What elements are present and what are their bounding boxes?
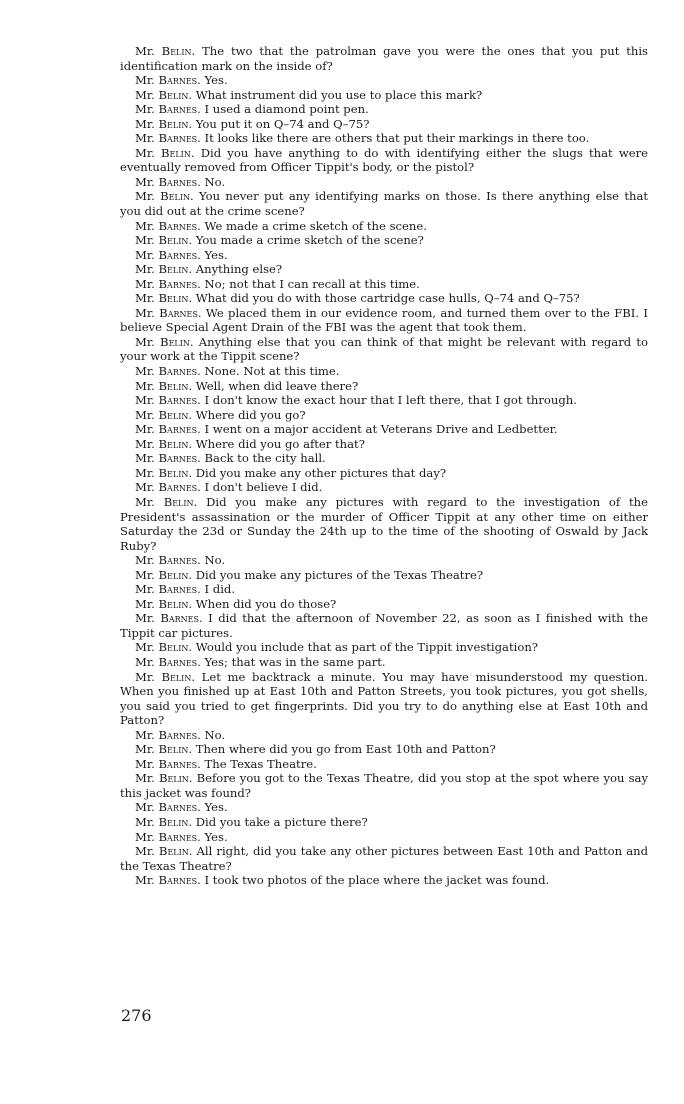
testimony-paragraph bbox=[120, 437, 648, 452]
testimony-text: Anything else? bbox=[195, 262, 283, 277]
speaker-name: Barnes. bbox=[158, 174, 201, 189]
speaker-name: Belin. bbox=[158, 567, 193, 582]
speaker-title: Mr. bbox=[135, 873, 155, 888]
speaker-title: Mr. bbox=[135, 73, 155, 88]
speaker-name: Barnes. bbox=[160, 611, 203, 626]
speaker-title: Mr. bbox=[135, 669, 155, 684]
testimony-paragraph bbox=[120, 306, 648, 335]
speaker-title: Mr. bbox=[135, 44, 155, 58]
testimony-paragraph bbox=[120, 640, 648, 655]
speaker-name: Barnes. bbox=[158, 276, 201, 291]
speaker-title: Mr. bbox=[135, 364, 155, 379]
speaker-name: Belin. bbox=[158, 262, 193, 277]
testimony-paragraph bbox=[120, 277, 648, 292]
testimony-text: Did you have anything to do with identifying either the slugs that were eventually removed from Officer Tippit's body, or the pistol? bbox=[120, 145, 649, 175]
testimony-paragraph bbox=[120, 335, 648, 364]
testimony-text: Yes; that was in the same part. bbox=[204, 654, 386, 669]
speaker-title: Mr. bbox=[135, 829, 155, 844]
speaker-name: Barnes. bbox=[158, 73, 201, 88]
testimony-text: Did you make any pictures of the Texas Theatre? bbox=[195, 567, 484, 582]
testimony-text: I did that the afternoon of November 22, as soon as I finished with the Tippit car pictures. bbox=[120, 611, 649, 640]
speaker-name: Barnes. bbox=[158, 553, 201, 568]
testimony-paragraph bbox=[120, 597, 648, 612]
testimony-text: Yes. bbox=[204, 247, 228, 262]
speaker-name: Barnes. bbox=[158, 102, 201, 117]
speaker-title: Mr. bbox=[135, 262, 155, 277]
testimony-paragraph bbox=[120, 175, 648, 190]
speaker-name: Barnes. bbox=[158, 654, 201, 669]
speaker-name: Barnes. bbox=[158, 364, 201, 379]
testimony-text: The two that the patrolman gave you were the ones that you put this identification mark on the inside of? bbox=[120, 44, 649, 73]
speaker-title: Mr. bbox=[135, 582, 155, 597]
testimony-text: When did you do those? bbox=[195, 596, 337, 611]
testimony-text: I went on a major accident at Veterans Drive and Ledbetter. bbox=[204, 422, 558, 437]
testimony-paragraph bbox=[120, 262, 648, 277]
transcript-body bbox=[120, 44, 648, 888]
testimony-paragraph bbox=[120, 88, 648, 103]
testimony-text: Yes. bbox=[204, 829, 228, 844]
testimony-paragraph bbox=[120, 466, 648, 481]
testimony-text: Yes. bbox=[204, 800, 228, 815]
speaker-name: Barnes. bbox=[158, 131, 201, 146]
speaker-name: Barnes. bbox=[158, 829, 201, 844]
speaker-name: Barnes. bbox=[158, 451, 201, 466]
testimony-paragraph bbox=[120, 670, 648, 728]
speaker-title: Mr. bbox=[135, 334, 155, 349]
testimony-paragraph bbox=[120, 131, 648, 146]
testimony-text: Back to the city hall. bbox=[204, 451, 326, 466]
testimony-text: None. Not at this time. bbox=[204, 364, 340, 379]
speaker-title: Mr. bbox=[135, 567, 155, 582]
speaker-name: Belin. bbox=[158, 465, 193, 480]
speaker-name: Belin. bbox=[158, 742, 193, 757]
testimony-paragraph bbox=[120, 742, 648, 757]
speaker-name: Belin. bbox=[160, 334, 194, 349]
speaker-title: Mr. bbox=[135, 189, 155, 204]
speaker-name: Belin. bbox=[158, 87, 193, 102]
testimony-text: Let me backtrack a minute. You may have misunderstood my question. When you finished up at East 10th and Patton Streets, you took pictures, you got shells, you said you tried to get fingerprints. Did you try to do anything else at East 10th and Patton? bbox=[120, 669, 648, 728]
testimony-text: What did you do with those cartridge case hulls, Q–74 and Q–75? bbox=[195, 291, 580, 306]
speaker-title: Mr. bbox=[135, 393, 155, 408]
testimony-text: Anything else that you can think of that might be relevant with regard to your work at the Tippit scene? bbox=[120, 334, 649, 364]
speaker-title: Mr. bbox=[135, 640, 155, 655]
testimony-paragraph bbox=[120, 364, 648, 379]
speaker-name: Barnes. bbox=[158, 247, 201, 262]
speaker-name: Barnes. bbox=[158, 727, 201, 742]
testimony-text: We placed them in our evidence room, and turned them over to the FBI. I believe Special Agent Drain of the FBI was the agent that took them. bbox=[120, 305, 648, 335]
speaker-title: Mr. bbox=[135, 654, 155, 669]
testimony-paragraph bbox=[120, 422, 648, 437]
speaker-title: Mr. bbox=[135, 174, 155, 189]
testimony-paragraph bbox=[120, 611, 648, 640]
speaker-name: Belin. bbox=[158, 116, 193, 131]
speaker-name: Barnes. bbox=[159, 305, 202, 320]
speaker-title: Mr. bbox=[135, 756, 155, 771]
testimony-text: It looks like there are others that put their markings in there too. bbox=[204, 131, 590, 146]
testimony-text: I don't know the exact hour that I left there, that I got through. bbox=[204, 393, 577, 408]
speaker-title: Mr. bbox=[135, 407, 155, 422]
testimony-paragraph bbox=[120, 248, 648, 263]
testimony-text: You put it on Q–74 and Q–75? bbox=[195, 116, 370, 131]
speaker-title: Mr. bbox=[135, 422, 155, 437]
speaker-name: Belin. bbox=[158, 436, 193, 451]
testimony-paragraph bbox=[120, 800, 648, 815]
speaker-name: Barnes. bbox=[158, 422, 201, 437]
speaker-title: Mr. bbox=[135, 233, 155, 248]
testimony-paragraph bbox=[120, 568, 648, 583]
speaker-title: Mr. bbox=[135, 596, 155, 611]
testimony-text: What instrument did you use to place this mark? bbox=[195, 87, 483, 102]
testimony-text: No. bbox=[204, 727, 226, 742]
speaker-name: Barnes. bbox=[158, 800, 201, 815]
testimony-text: Did you take a picture there? bbox=[195, 814, 368, 829]
speaker-title: Mr. bbox=[135, 218, 155, 233]
speaker-name: Belin. bbox=[158, 596, 193, 611]
testimony-paragraph bbox=[120, 189, 648, 218]
testimony-text: No. bbox=[204, 174, 226, 189]
speaker-name: Belin. bbox=[160, 189, 194, 204]
testimony-text: Before you got to the Texas Theatre, did you stop at the spot where you say this jacket was found? bbox=[120, 771, 649, 800]
testimony-text: You never put any identifying marks on those. Is there anything else that you did out at the crime scene? bbox=[120, 189, 649, 219]
testimony-paragraph bbox=[120, 117, 648, 132]
testimony-paragraph bbox=[120, 815, 648, 830]
speaker-title: Mr. bbox=[135, 844, 155, 859]
testimony-paragraph bbox=[120, 102, 648, 117]
testimony-text: I used a diamond point pen. bbox=[204, 102, 369, 117]
speaker-title: Mr. bbox=[135, 465, 155, 480]
testimony-paragraph bbox=[120, 44, 648, 73]
speaker-title: Mr. bbox=[135, 305, 155, 320]
testimony-paragraph bbox=[120, 291, 648, 306]
speaker-name: Barnes. bbox=[158, 393, 201, 408]
speaker-title: Mr. bbox=[135, 553, 155, 568]
speaker-name: Belin. bbox=[161, 669, 196, 684]
testimony-text: We made a crime sketch of the scene. bbox=[204, 218, 427, 233]
testimony-text: Well, when did leave there? bbox=[195, 378, 359, 393]
speaker-title: Mr. bbox=[135, 742, 155, 757]
testimony-paragraph bbox=[120, 379, 648, 394]
testimony-paragraph bbox=[120, 582, 648, 597]
testimony-text: Yes. bbox=[204, 73, 228, 88]
testimony-paragraph bbox=[120, 728, 648, 743]
testimony-paragraph bbox=[120, 393, 648, 408]
speaker-title: Mr. bbox=[135, 247, 155, 262]
speaker-title: Mr. bbox=[135, 378, 155, 393]
testimony-paragraph bbox=[120, 451, 648, 466]
speaker-name: Belin. bbox=[161, 145, 195, 160]
testimony-paragraph bbox=[120, 771, 648, 800]
speaker-name: Barnes. bbox=[158, 582, 201, 597]
testimony-text: You made a crime sketch of the scene? bbox=[195, 233, 424, 248]
testimony-paragraph bbox=[120, 830, 648, 845]
speaker-name: Belin. bbox=[158, 407, 193, 422]
speaker-title: Mr. bbox=[135, 451, 155, 466]
testimony-paragraph bbox=[120, 655, 648, 670]
testimony-paragraph bbox=[120, 480, 648, 495]
testimony-paragraph bbox=[120, 233, 648, 248]
testimony-text: No. bbox=[204, 553, 226, 568]
speaker-name: Barnes. bbox=[158, 756, 201, 771]
speaker-name: Barnes. bbox=[158, 873, 201, 888]
speaker-title: Mr. bbox=[135, 116, 155, 131]
speaker-title: Mr. bbox=[135, 611, 155, 626]
testimony-text: I took two photos of the place where the jacket was found. bbox=[204, 873, 550, 888]
speaker-title: Mr. bbox=[135, 814, 155, 829]
testimony-text: No; not that I can recall at this time. bbox=[204, 276, 420, 291]
page-number: 276 bbox=[121, 1006, 152, 1025]
speaker-title: Mr. bbox=[135, 480, 155, 495]
speaker-title: Mr. bbox=[135, 800, 155, 815]
testimony-paragraph bbox=[120, 844, 648, 873]
testimony-text: Did you make any other pictures that day? bbox=[195, 465, 447, 480]
testimony-text: Would you include that as part of the Tippit investigation? bbox=[195, 640, 538, 655]
testimony-paragraph bbox=[120, 219, 648, 234]
speaker-name: Belin. bbox=[158, 814, 193, 829]
speaker-name: Belin. bbox=[158, 640, 193, 655]
testimony-text: The Texas Theatre. bbox=[204, 756, 317, 771]
speaker-name: Belin. bbox=[161, 44, 196, 58]
speaker-title: Mr. bbox=[135, 276, 155, 291]
testimony-paragraph bbox=[120, 495, 648, 553]
testimony-paragraph bbox=[120, 873, 648, 888]
testimony-text: I don't believe I did. bbox=[204, 480, 323, 495]
speaker-title: Mr. bbox=[135, 291, 155, 306]
speaker-title: Mr. bbox=[135, 727, 155, 742]
speaker-name: Barnes. bbox=[158, 218, 201, 233]
speaker-name: Belin. bbox=[158, 233, 193, 248]
testimony-text: Where did you go after that? bbox=[195, 436, 365, 451]
testimony-text: I did. bbox=[204, 582, 236, 597]
testimony-paragraph bbox=[120, 73, 648, 88]
speaker-title: Mr. bbox=[135, 771, 155, 786]
testimony-text: Did you make any pictures with regard to the investigation of the President's assassination or the murder of Officer Tippit at any other time on either Saturday the 23d or Sunday the 24th up to the time of the shooting of Oswald by Jack Ruby? bbox=[120, 494, 649, 553]
speaker-name: Barnes. bbox=[158, 480, 201, 495]
speaker-title: Mr. bbox=[135, 494, 155, 509]
speaker-name: Belin. bbox=[163, 494, 198, 509]
testimony-text: All right, did you take any other pictures between East 10th and Patton and the Texas Theatre? bbox=[120, 844, 649, 873]
speaker-title: Mr. bbox=[135, 102, 155, 117]
speaker-title: Mr. bbox=[135, 131, 155, 146]
testimony-paragraph bbox=[120, 408, 648, 423]
testimony-text: Where did you go? bbox=[195, 407, 306, 422]
testimony-paragraph bbox=[120, 757, 648, 772]
speaker-title: Mr. bbox=[135, 145, 155, 160]
speaker-name: Belin. bbox=[158, 291, 193, 306]
speaker-name: Belin. bbox=[158, 378, 193, 393]
speaker-title: Mr. bbox=[135, 436, 155, 451]
testimony-paragraph bbox=[120, 146, 648, 175]
testimony-text: Then where did you go from East 10th and Patton? bbox=[195, 742, 496, 757]
speaker-name: Belin. bbox=[158, 844, 193, 859]
speaker-name: Belin. bbox=[158, 771, 193, 786]
speaker-title: Mr. bbox=[135, 87, 155, 102]
testimony-paragraph bbox=[120, 553, 648, 568]
